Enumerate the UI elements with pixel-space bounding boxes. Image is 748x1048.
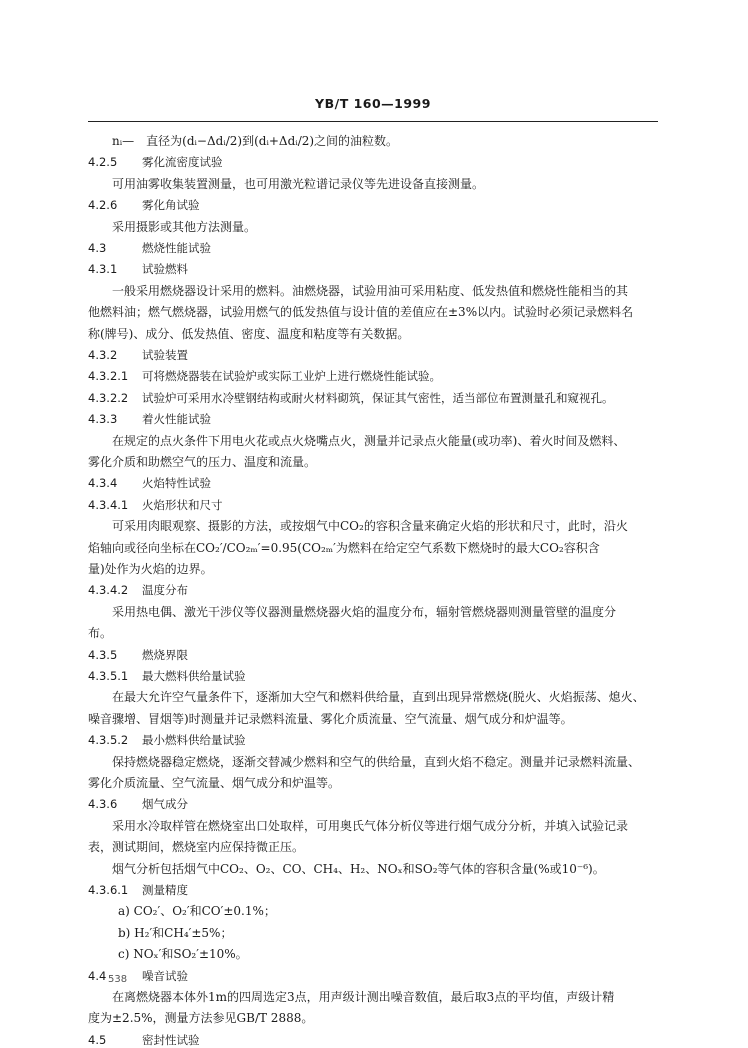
- section-heading: [88, 1033, 658, 1048]
- section-number: 4.3.2.2: [88, 390, 129, 405]
- section-heading: [88, 476, 658, 491]
- list-item: c) NOₓ′和SO₂′±10%。: [118, 947, 248, 962]
- paragraph-line: 保持燃烧器稳定燃烧，逐渐交替减少燃料和空气的供给量，直到火焰不稳定。测量并记录燃料流量、: [112, 754, 641, 769]
- section-title: 密封性试验: [142, 1032, 200, 1047]
- paragraph-line: 布。: [88, 626, 113, 641]
- paragraph-line: 噪音骤增、冒烟等)时测量并记录燃料流量、雾化介质流量、空气流量、烟气成分和炉温等。: [88, 711, 573, 726]
- section-heading: [88, 733, 658, 748]
- formula-note: nᵢ— 直径为(dᵢ−Δdᵢ/2)到(dᵢ+Δdᵢ/2)之间的油粒数。: [112, 134, 399, 148]
- section-title: 可将燃烧器装在试验炉或实际工业炉上进行燃烧性能试验。: [142, 369, 441, 384]
- paragraph-line: 可采用肉眼观察、摄影的方法，或按烟气中CO₂的容积含量来确定火焰的形状和尺寸，此时，沿火: [112, 519, 628, 534]
- section-heading: [88, 155, 658, 170]
- section-title: 火焰特性试验: [142, 476, 211, 491]
- list-item: a) CO₂′、O₂′和CO′±0.1%；: [118, 904, 276, 919]
- section-number: 4.2.5: [88, 155, 118, 170]
- section-number: 4.3.5.2: [88, 733, 129, 748]
- section-title: 火焰形状和尺寸: [142, 497, 223, 512]
- paragraph-line: 采用摄影或其他方法测量。: [112, 219, 257, 234]
- section-heading: [88, 797, 658, 812]
- paragraph-line: 他燃料油；燃气燃烧器，试验用燃气的低发热值与设计值的差值应在±3%以内。试验时必须记录燃料名: [88, 305, 634, 320]
- section-number: 4.3.2.1: [88, 369, 129, 384]
- section-number: 4.3.3: [88, 412, 118, 427]
- section-heading: [88, 369, 658, 384]
- page-header-title: YB/T 160—1999: [315, 96, 431, 111]
- section-number: 4.3.5.1: [88, 669, 129, 683]
- section-title: 温度分布: [142, 583, 188, 598]
- section-number: 4.3.6.1: [88, 883, 129, 897]
- section-heading: [88, 648, 658, 663]
- paragraph-line: 在规定的点火条件下用电火花或点火烧嘴点火，测量并记录点火能量(或功率)、着火时间及燃料、: [112, 433, 626, 448]
- section-title: 噪音试验: [142, 968, 188, 983]
- paragraph-line: 一般采用燃烧器设计采用的燃料。油燃烧器，试验用油可采用粘度、低发热值和燃烧性能相当的其: [112, 283, 629, 298]
- section-number: 4.3.2: [88, 348, 118, 362]
- section-number: 4.3: [88, 241, 107, 255]
- paragraph-line: 采用热电偶、激光干涉仪等仪器测量燃烧器火焰的温度分布，辐射管燃烧器则测量管壁的温度分: [112, 604, 617, 619]
- paragraph-line: 烟气分析包括烟气中CO₂、O₂、CO、CH₄、H₂、NOₓ和SO₂等气体的容积含量(%或10⁻⁶)。: [112, 861, 605, 876]
- paragraph-line: 采用水冷取样管在燃烧室出口处取样，可用奥氏气体分析仪等进行烟气成分分析，并填入试验记录: [112, 818, 629, 833]
- section-heading: [88, 241, 658, 256]
- paragraph-line: 量)处作为火焰的边界。: [88, 562, 213, 576]
- paragraph-line: 表，测试期间，燃烧室内应保持微正压。: [88, 840, 305, 855]
- header-divider: [88, 121, 658, 122]
- paragraph-line: 可用油雾收集装置测量，也可用激光粒谱记录仪等先进设备直接测量。: [112, 176, 485, 191]
- section-number: 4.4: [88, 968, 107, 983]
- list-item: b) H₂′和CH₄′±5%；: [118, 925, 233, 940]
- section-title: 着火性能试验: [142, 412, 211, 427]
- section-title: 燃烧界限: [142, 647, 188, 662]
- section-number: 4.3.4: [88, 476, 118, 491]
- section-title: 试验炉可采用水冷壁钢结构或耐火材料砌筑，保证其气密性，适当部位布置测量孔和窥视孔。: [142, 390, 614, 405]
- page-number: 538: [108, 974, 128, 985]
- paragraph-line: 在最大允许空气量条件下，逐渐加大空气和燃料供给量，直到出现异常燃烧(脱火、火焰振荡、熄火、: [112, 690, 645, 705]
- section-number: 4.3.4.2: [88, 583, 129, 598]
- section-heading: [88, 883, 658, 898]
- section-title: 最小燃料供给量试验: [142, 733, 246, 748]
- section-heading: [88, 669, 658, 684]
- paragraph-line: 在离燃烧器本体外1m的四周选定3点，用声级计测出噪音数值，最后取3点的平均值，声级计精: [112, 990, 615, 1004]
- section-number: 4.3.4.1: [88, 497, 129, 512]
- paragraph-line: 雾化介质流量、空气流量、烟气成分和炉温等。: [88, 776, 341, 790]
- section-title: 最大燃料供给量试验: [142, 669, 246, 683]
- section-heading: [88, 262, 658, 277]
- section-title: 测量精度: [142, 883, 188, 897]
- paragraph-line: 焰轴向或径向坐标在CO₂′/CO₂ₘ′=0.95(CO₂ₘ′为燃料在给定空气系数下燃烧时的最大CO₂容积含: [88, 540, 600, 555]
- paragraph-line: 雾化介质和助燃空气的压力、温度和流量。: [88, 455, 317, 469]
- section-title: 试验燃料: [142, 262, 188, 277]
- section-number: 4.3.5: [88, 647, 118, 662]
- section-heading: [88, 198, 658, 213]
- section-heading: [88, 391, 658, 406]
- section-heading: [88, 969, 658, 984]
- section-heading: [88, 583, 658, 598]
- section-title: 雾化角试验: [142, 198, 200, 213]
- section-number: 4.3.1: [88, 262, 118, 277]
- section-title: 试验装置: [142, 348, 188, 362]
- paragraph-line: 称(牌号)、成分、低发热值、密度、温度和粘度等有关数据。: [88, 326, 410, 341]
- section-number: 4.5: [88, 1032, 107, 1047]
- section-heading: [88, 348, 658, 363]
- section-number: 4.3.6: [88, 797, 118, 812]
- section-number: 4.2.6: [88, 198, 118, 213]
- section-heading: [88, 498, 658, 513]
- paragraph-line: 度为±2.5%，测量方法参见GB/T 2888。: [88, 1011, 314, 1026]
- section-heading: [88, 412, 658, 427]
- section-title: 燃烧性能试验: [142, 241, 211, 255]
- section-title: 烟气成分: [142, 797, 188, 812]
- section-title: 雾化流密度试验: [142, 155, 223, 170]
